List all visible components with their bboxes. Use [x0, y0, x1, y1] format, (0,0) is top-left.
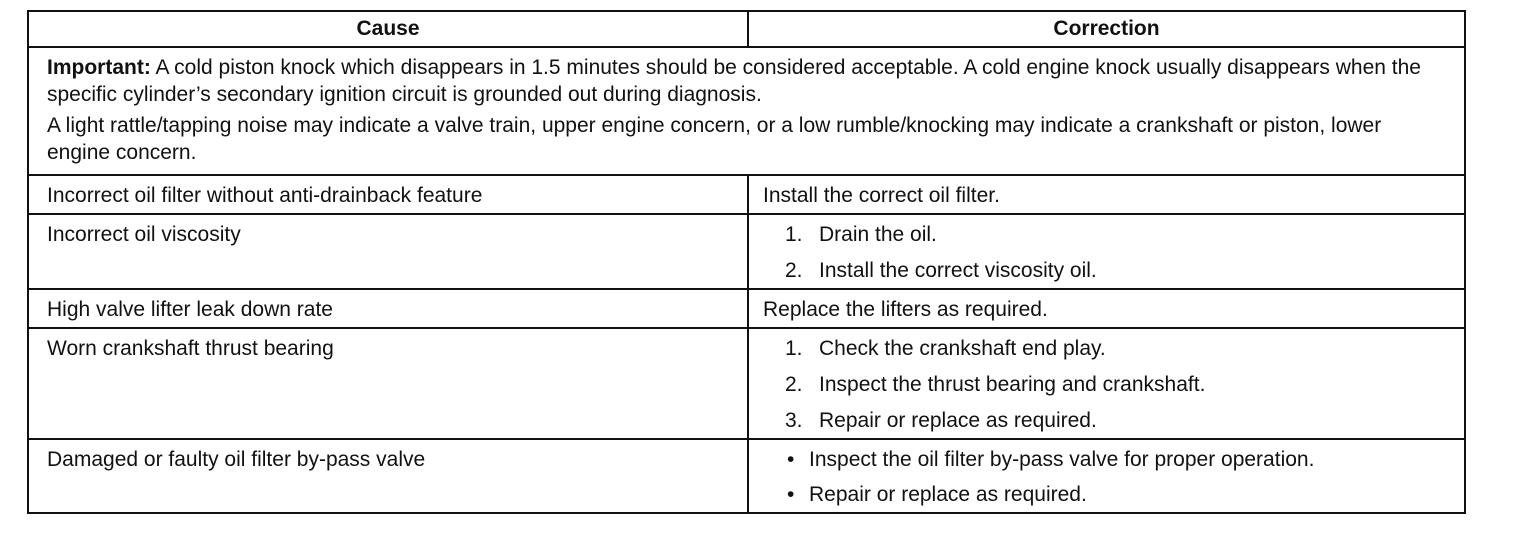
correction-bullets: [763, 446, 1450, 508]
correction-cell: [748, 328, 1465, 439]
correction-steps: [763, 221, 1450, 284]
table-row: [28, 175, 1465, 214]
cause-cell: Incorrect oil viscosity: [28, 214, 748, 289]
cause-cell: High valve lifter leak down rate: [28, 289, 748, 328]
step-item: [763, 407, 1450, 434]
note-cell: [28, 47, 1465, 175]
step-number: 1.: [785, 223, 803, 246]
bullet-item: [763, 446, 1450, 473]
table-row: [28, 289, 1465, 328]
bullet-text: Repair or replace as required.: [809, 483, 1087, 506]
important-label: Important:: [47, 56, 151, 79]
table-row: [28, 328, 1465, 439]
step-text: Install the correct viscosity oil.: [819, 259, 1097, 282]
correction-cell: [748, 214, 1465, 289]
cause-cell: Worn crankshaft thrust bearing: [28, 328, 748, 439]
step-text: Drain the oil.: [819, 223, 937, 246]
step-item: [763, 371, 1450, 398]
correction-cell: Install the correct oil filter.: [748, 175, 1465, 214]
bullet-text: Inspect the oil filter by-pass valve for proper operation.: [809, 448, 1315, 471]
note-row: [28, 47, 1465, 175]
step-item: [763, 221, 1450, 248]
cause-cell: Damaged or faulty oil filter by-pass valve: [28, 439, 748, 513]
step-number: 3.: [785, 409, 803, 432]
noise-note: A light rattle/tapping noise may indicate a valve train, upper engine concern, or a low rumble/knocking may indicate a crankshaft or piston, lower engine concern.: [47, 114, 1382, 164]
header-correction: Correction: [748, 11, 1465, 47]
bullet-item: [763, 481, 1450, 508]
step-text: Check the crankshaft end play.: [819, 337, 1106, 360]
step-number: 2.: [785, 373, 803, 396]
step-number: 2.: [785, 259, 803, 282]
table-row: [28, 439, 1465, 513]
bullet-mark: •: [787, 483, 795, 506]
cause-cell: Incorrect oil filter without anti-drainback feature: [28, 175, 748, 214]
diagnostic-table: [27, 10, 1466, 514]
table-row: [28, 214, 1465, 289]
header-row: [28, 11, 1465, 47]
step-text: Repair or replace as required.: [819, 409, 1097, 432]
correction-cell: Replace the lifters as required.: [748, 289, 1465, 328]
correction-cell: [748, 439, 1465, 513]
header-cause: Cause: [28, 11, 748, 47]
step-number: 1.: [785, 337, 803, 360]
bullet-mark: •: [787, 448, 795, 471]
step-text: Inspect the thrust bearing and crankshaft.: [819, 373, 1206, 396]
important-note: [47, 54, 1448, 108]
step-item: [763, 335, 1450, 362]
correction-steps: [763, 335, 1450, 434]
step-item: [763, 257, 1450, 284]
important-text: A cold piston knock which disappears in 1.5 minutes should be considered acceptable. A cold engine knock usually disappears when the specific cylinder’s secondary ignition circuit is grounded out during diagnosis.: [47, 56, 1421, 106]
